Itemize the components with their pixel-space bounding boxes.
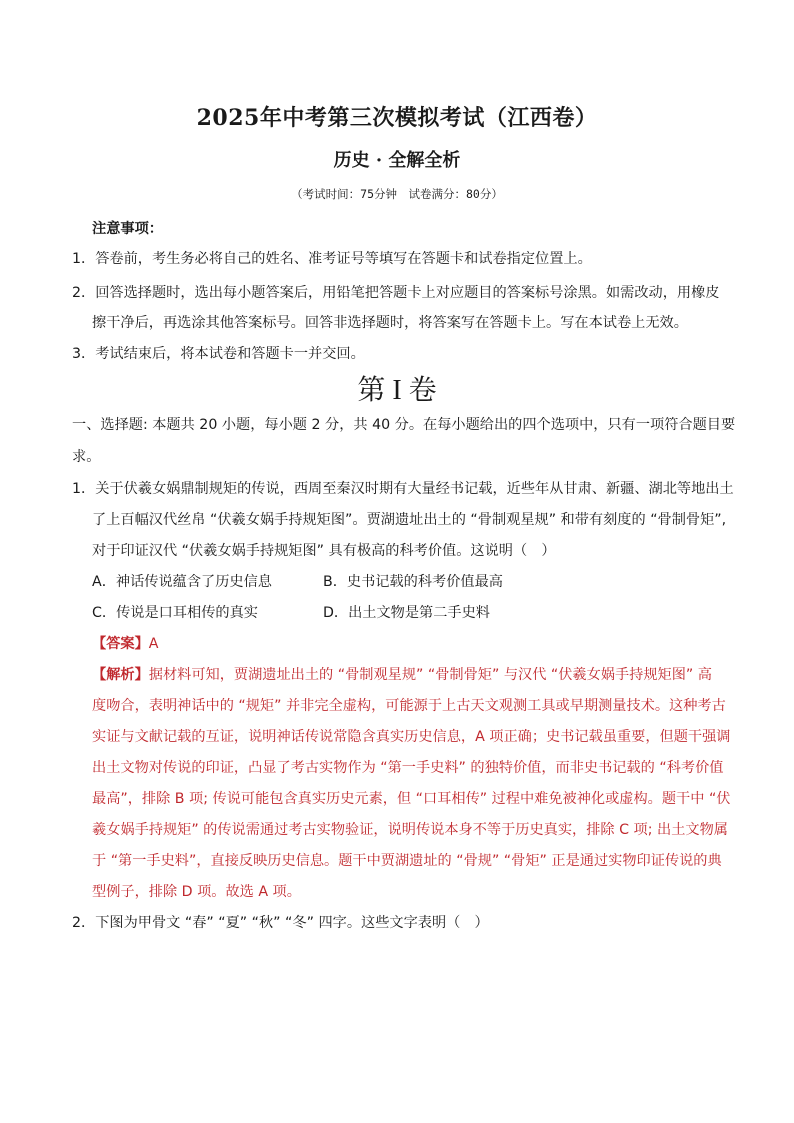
q1-analysis-line-8: 型例子，排除 D 项。故选 A 项。 (92, 884, 301, 900)
notice-item-2-cont: 擦干净后，再选涂其他答案标号。回答非选择题时，将答案写在答题卡上。写在本试卷上无效。 (92, 315, 688, 331)
analysis-tag: 【解析】 (92, 667, 149, 683)
notice-heading: 注意事项： (92, 221, 163, 237)
section-intro: 一、选择题: 本题共 20 小题，每小题 2 分，共 40 分。在每小题给出的四个选项中，只有一项符合题目要 (72, 417, 736, 433)
q1-stem-line-1: 1．关于伏羲女娲鼎制规矩的传说，西周至秦汉时期有大量经书记载，近些年从甘肃、新疆、湖北等地出土 (72, 481, 734, 497)
q1-analysis-line-7: 于 “第一手史料”，直接反映历史信息。题干中贾湖遗址的 “骨规” “骨矩” 正是通过实物印证传说的典 (92, 853, 722, 869)
q1-option-b: B．史书记载的科考价值最高 (323, 574, 503, 590)
q1-answer (92, 633, 158, 653)
q1-stem-line-2: 了上百幅汉代丝帛 “伏羲女娲手持规矩图”。贾湖遗址出土的 “骨制观星规” 和带有刻度的 “骨制骨矩”, (92, 512, 727, 528)
q1-option-d: D．出土文物是第二手史料 (323, 605, 490, 621)
page-subtitle: 历史 · 全解全析 (333, 150, 461, 171)
notice-item-3: 3．考试结束后，将本试卷和答题卡一并交回。 (72, 346, 365, 362)
section-intro-cont: 求。 (72, 449, 101, 465)
analysis-text: 据材料可知，贾湖遗址出土的 “骨制观星规” “骨制骨矩” 与汉代 “伏羲女娲手持规矩图” 高 (148, 667, 712, 683)
exam-info: （考试时间：75分钟 试卷满分：80分） (291, 187, 503, 201)
q1-option-a: A．神话传说蕴含了历史信息 (92, 574, 272, 590)
notice-item-1: 1．答卷前，考生务必将自己的姓名、准考证号等填写在答题卡和试卷指定位置上。 (72, 251, 592, 267)
q1-analysis-line-3: 实证与文献记载的互证，说明神话传说常隐含真实历史信息，A 项正确；史书记载虽重要，但题干强调 (92, 729, 731, 745)
notice-item-2: 2．回答选择题时，选出每小题答案后，用铅笔把答题卡上对应题目的答案标号涂黑。如需改动，用橡皮 (72, 285, 720, 301)
q1-stem-line-3: 对于印证汉代 “伏羲女娲手持规矩图” 具有极高的科考价值。这说明（ ） (92, 543, 556, 559)
answer-value: A (148, 636, 159, 652)
q1-analysis-line-2: 度吻合，表明神话中的 “规矩” 并非完全虚构，可能源于上古天文观测工具或早期测量技术。这种考古 (92, 698, 726, 714)
section-title: 第 I 卷 (357, 375, 437, 406)
answer-tag: 【答案】 (92, 636, 149, 652)
page-title: 2025年中考第三次模拟考试（江西卷） (196, 105, 598, 131)
q1-analysis-line-5: 最高”，排除 B 项; 传说可能包含真实历史元素，但 “口耳相传” 过程中难免被神化或虚构。题干中 “伏 (92, 791, 731, 807)
q1-analysis-line-6: 羲女娲手持规矩” 的传说需通过考古实物验证，说明传说本身不等于历史真实，排除 C 项; 出土文物属 (92, 822, 728, 838)
q1-option-c: C．传说是口耳相传的真实 (92, 605, 258, 621)
q1-analysis-line-1 (92, 664, 712, 684)
q1-analysis-line-4: 出土文物对传说的印证，凸显了考古实物作为 “第一手史料” 的独特价值，而非史书记载的 “科考价值 (92, 760, 724, 776)
q2-stem: 2．下图为甲骨文 “春” “夏” “秋” “冬” 四字。这些文字表明（ ） (72, 915, 489, 931)
